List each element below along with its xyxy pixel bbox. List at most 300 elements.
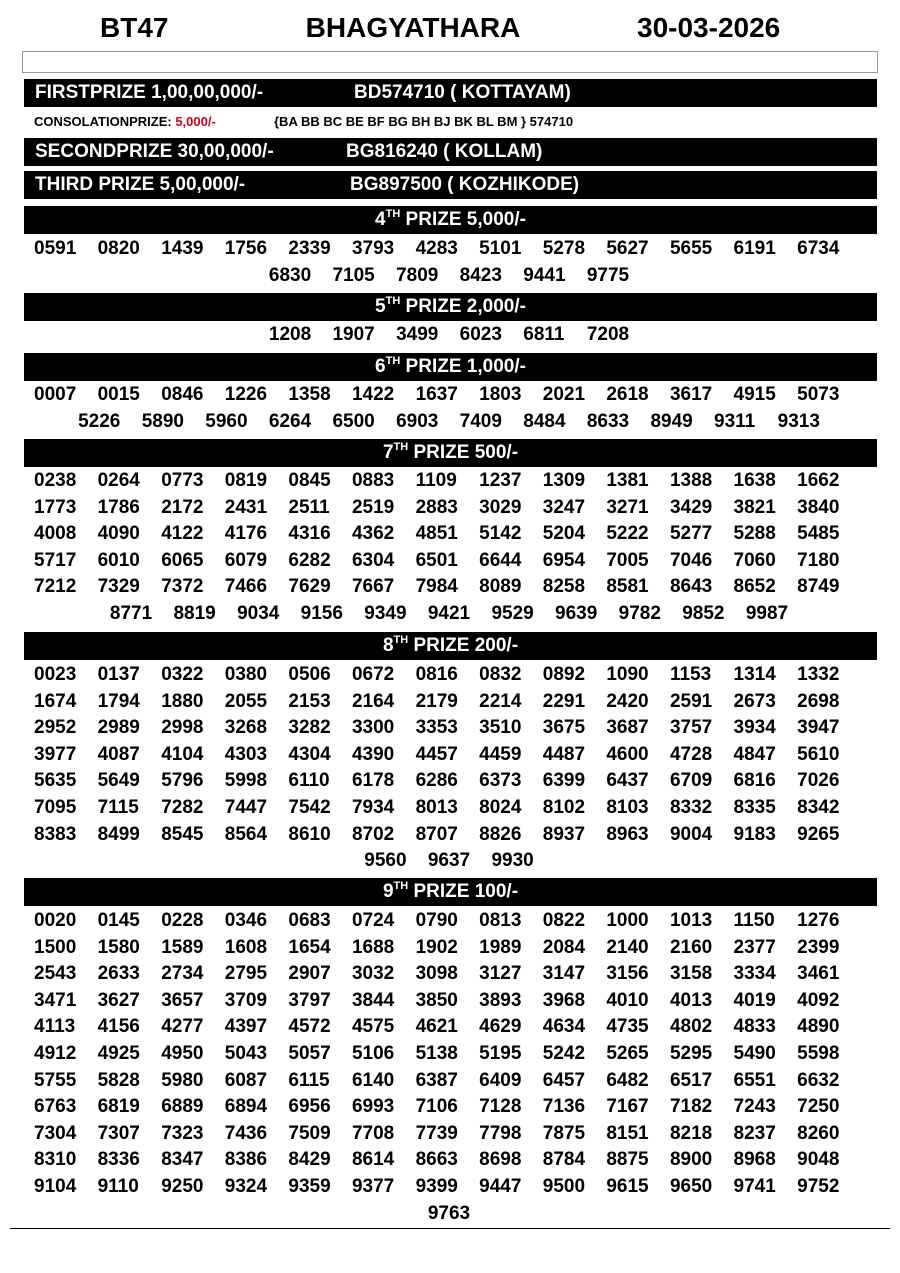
winning-number: 6954 (542, 549, 586, 571)
fifth-prize-numbers (34, 324, 864, 351)
winning-number: 3977 (34, 743, 77, 765)
winning-number: 0264 (97, 470, 140, 491)
winning-number: 7250 (797, 1096, 840, 1118)
winning-number: 9852 (682, 602, 725, 624)
winning-number: 0820 (97, 238, 140, 259)
winning-number: 7060 (733, 549, 776, 571)
winning-number: 0845 (288, 470, 331, 491)
winning-number: 8335 (733, 796, 776, 818)
winning-number: 3850 (415, 989, 458, 1011)
winning-number: 3934 (733, 717, 776, 739)
winning-number: 9637 (427, 850, 471, 872)
winning-number: 9560 (364, 850, 407, 872)
winning-number: 8784 (542, 1149, 586, 1171)
winning-number: 3127 (479, 963, 522, 985)
number-row (34, 1123, 864, 1150)
winning-number: 3268 (224, 717, 268, 739)
winning-number: 5960 (205, 410, 248, 432)
winning-number: 5073 (797, 384, 840, 405)
second-prize-result: BG816240 ( KOLLAM) (346, 141, 543, 162)
winning-number: 4277 (161, 1016, 204, 1038)
winning-number: 2698 (797, 690, 840, 712)
winning-number: 8749 (797, 576, 840, 598)
winning-number: 7243 (733, 1096, 776, 1118)
fifth-prize-heading: 5TH PRIZE 2,000/- (375, 295, 526, 317)
winning-number: 4925 (97, 1042, 140, 1064)
winning-number: 7304 (34, 1122, 77, 1144)
winning-number: 4575 (351, 1016, 395, 1038)
winning-number: 0346 (224, 910, 268, 931)
winning-number: 1000 (606, 910, 649, 931)
winning-number: 4013 (669, 989, 713, 1011)
winning-number: 9359 (288, 1175, 331, 1197)
winning-number: 9349 (364, 602, 407, 624)
winning-number: 1309 (542, 470, 586, 491)
winning-number: 5204 (542, 523, 586, 545)
winning-number: 8702 (351, 823, 395, 845)
winning-number: 6903 (396, 410, 439, 432)
seventh-prize-heading: 7TH PRIZE 500/- (382, 441, 519, 463)
winning-number: 9324 (224, 1175, 268, 1197)
winning-number: 5043 (224, 1042, 268, 1064)
winning-number: 1794 (97, 690, 140, 712)
winning-number: 3098 (415, 963, 458, 985)
winning-number: 2633 (97, 963, 140, 985)
winning-number: 7128 (479, 1096, 522, 1118)
winning-number: 1439 (161, 238, 204, 259)
winning-number: 7212 (34, 576, 77, 598)
winning-number: 2998 (161, 717, 204, 739)
winning-number: 9782 (618, 602, 661, 624)
winning-number: 0892 (542, 664, 586, 685)
winning-number: 6437 (606, 770, 649, 792)
first-prize-result: BD574710 ( KOTTAYAM) (354, 82, 571, 103)
winning-number: 8024 (479, 796, 522, 818)
winning-number: 5222 (606, 523, 649, 545)
winning-number: 3032 (351, 963, 395, 985)
winning-number: 2084 (542, 936, 586, 958)
winning-number: 8151 (606, 1122, 649, 1144)
winning-number: 6500 (332, 410, 375, 432)
winning-number: 4915 (733, 384, 776, 405)
draw-date: 30-03-2026 (637, 12, 781, 43)
winning-number: 0591 (34, 238, 77, 259)
number-row (34, 576, 864, 603)
winning-number: 0832 (479, 664, 522, 685)
number-row (34, 603, 864, 630)
winning-number: 7798 (479, 1122, 522, 1144)
winning-number: 2179 (415, 690, 458, 712)
winning-number: 5998 (224, 770, 268, 792)
winning-number: 6286 (415, 770, 458, 792)
winning-number: 4457 (415, 743, 458, 765)
winning-number: 7984 (415, 576, 458, 598)
winning-number: 6734 (797, 238, 840, 259)
winning-number: 8347 (161, 1149, 204, 1171)
winning-number: 3429 (669, 496, 713, 518)
winning-number: 5195 (479, 1042, 522, 1064)
winning-number: 4362 (351, 523, 395, 545)
winning-number: 6811 (523, 324, 565, 345)
number-row (34, 1176, 864, 1203)
winning-number: 6894 (224, 1096, 268, 1118)
number-row (34, 265, 864, 292)
winning-number: 3300 (351, 717, 395, 739)
winning-number: 1388 (669, 470, 713, 491)
winning-number: 5101 (479, 238, 522, 259)
winning-number: 3947 (797, 717, 840, 739)
winning-number: 3282 (288, 717, 331, 739)
winning-number: 6501 (415, 549, 458, 571)
winning-number: 1381 (606, 470, 649, 491)
winning-number: 9930 (491, 850, 534, 872)
winning-number: 9615 (606, 1175, 649, 1197)
seventh-prize-bar (24, 439, 877, 467)
winning-number: 5980 (161, 1069, 204, 1091)
winning-number: 2673 (733, 690, 776, 712)
winning-number: 2420 (606, 690, 649, 712)
winning-number: 4629 (479, 1016, 522, 1038)
number-row (34, 797, 864, 824)
winning-number: 8310 (34, 1149, 77, 1171)
winning-number: 5295 (669, 1042, 713, 1064)
winning-number: 7509 (288, 1122, 331, 1144)
number-row (34, 1070, 864, 1097)
winning-number: 1237 (479, 470, 522, 491)
winning-number: 9110 (97, 1175, 139, 1197)
winning-number: 6140 (351, 1069, 395, 1091)
winning-number: 6282 (288, 549, 331, 571)
winning-number: 7208 (586, 324, 630, 345)
winning-number: 6373 (479, 770, 522, 792)
winning-number: 8643 (669, 576, 713, 598)
number-row (34, 550, 864, 577)
winning-number: 7447 (224, 796, 268, 818)
winning-number: 8342 (797, 796, 840, 818)
winning-number: 6023 (459, 324, 502, 345)
eighth-prize-heading: 8TH PRIZE 200/- (382, 634, 519, 656)
winning-number: 4600 (606, 743, 649, 765)
winning-number: 5278 (542, 238, 586, 259)
winning-number: 5717 (34, 549, 77, 571)
sixth-prize-numbers (34, 384, 864, 437)
winning-number: 7629 (288, 576, 331, 598)
winning-number: 6763 (34, 1096, 77, 1118)
winning-number: 9048 (797, 1149, 840, 1171)
winning-number: 8614 (351, 1149, 395, 1171)
winning-number: 0145 (97, 910, 140, 931)
number-row (34, 497, 864, 524)
number-row (34, 1016, 864, 1043)
winning-number: 8336 (97, 1149, 140, 1171)
winning-number: 7667 (351, 576, 395, 598)
winning-number: 8383 (34, 823, 77, 845)
winning-number: 7934 (351, 796, 395, 818)
winning-number: 5655 (669, 238, 713, 259)
winning-number: 5265 (606, 1042, 649, 1064)
number-row (34, 963, 864, 990)
second-prize-label: SECONDPRIZE 30,00,000/- (35, 141, 274, 162)
winning-number: 4283 (415, 238, 458, 259)
winning-number: 1902 (415, 936, 458, 958)
winning-number: 1422 (351, 384, 395, 405)
winning-number: 0672 (351, 664, 395, 685)
third-prize-label: THIRD PRIZE 5,00,000/- (35, 174, 246, 195)
winning-number: 2291 (542, 690, 586, 712)
winning-number: 1786 (97, 496, 140, 518)
number-row (34, 470, 864, 497)
winning-number: 3893 (479, 989, 522, 1011)
winning-number: 0773 (161, 470, 204, 491)
winning-number: 9741 (733, 1175, 776, 1197)
winning-number: 0683 (288, 910, 331, 931)
winning-number: 9987 (745, 602, 789, 624)
winning-number: 7466 (224, 576, 268, 598)
winning-number: 9752 (797, 1175, 840, 1197)
winning-number: 1332 (797, 664, 840, 685)
winning-number: 6816 (733, 770, 776, 792)
winning-number: 4104 (161, 743, 204, 765)
consolation-label: CONSOLATIONPRIZE: (34, 114, 172, 129)
winning-number: 7372 (161, 576, 204, 598)
sixth-prize-heading: 6TH PRIZE 1,000/- (375, 355, 526, 377)
winning-number: 6517 (669, 1069, 713, 1091)
winning-number: 7095 (34, 796, 77, 818)
fourth-prize-heading: 4TH PRIZE 5,000/- (375, 208, 526, 230)
winning-number: 5057 (288, 1042, 331, 1064)
winning-number: 7105 (332, 264, 375, 286)
winning-number: 9311 (714, 410, 756, 432)
bottom-rule (10, 1228, 890, 1229)
winning-number: 4634 (542, 1016, 586, 1038)
winning-number: 3797 (288, 989, 331, 1011)
number-row (34, 744, 864, 771)
winning-number: 4912 (34, 1042, 77, 1064)
winning-number: 3247 (542, 496, 586, 518)
winning-number: 0846 (161, 384, 204, 405)
winning-number: 6191 (733, 238, 776, 259)
winning-number: 0322 (161, 664, 204, 685)
winning-number: 8968 (733, 1149, 776, 1171)
winning-number: 4851 (415, 523, 458, 545)
winning-number: 7436 (224, 1122, 268, 1144)
winning-number: 1150 (733, 910, 775, 931)
winning-number: 4890 (797, 1016, 840, 1038)
number-row (34, 523, 864, 550)
winning-number: 5598 (797, 1042, 840, 1064)
winning-number: 2055 (224, 690, 268, 712)
winning-number: 4010 (606, 989, 649, 1011)
winning-number: 9441 (523, 264, 566, 286)
winning-number: 4802 (669, 1016, 713, 1038)
winning-number: 6304 (351, 549, 395, 571)
sixth-prize-bar (24, 353, 877, 381)
fifth-prize-bar (24, 293, 877, 321)
winning-number: 8937 (542, 823, 586, 845)
winning-number: 1773 (34, 496, 77, 518)
winning-number: 6264 (268, 410, 312, 432)
eighth-prize-numbers (34, 664, 864, 877)
winning-number: 6110 (288, 770, 330, 792)
winning-number: 7182 (669, 1096, 713, 1118)
number-row (34, 238, 864, 265)
winning-number: 6409 (479, 1069, 522, 1091)
number-row (34, 1096, 864, 1123)
winning-number: 7026 (797, 770, 840, 792)
winning-number: 8103 (606, 796, 649, 818)
number-row (34, 324, 864, 351)
winning-number: 9775 (586, 264, 630, 286)
winning-number: 8429 (288, 1149, 331, 1171)
winning-number: 3471 (34, 989, 77, 1011)
number-row (34, 1149, 864, 1176)
winning-number: 8707 (415, 823, 458, 845)
winning-number: 1109 (415, 470, 457, 491)
winning-number: 2164 (351, 690, 395, 712)
winning-number: 3461 (797, 963, 840, 985)
winning-number: 3821 (733, 496, 776, 518)
winning-number: 6087 (224, 1069, 268, 1091)
winning-number: 3675 (542, 717, 586, 739)
winning-number: 8663 (415, 1149, 458, 1171)
winning-number: 0819 (224, 470, 268, 491)
winning-number: 6065 (161, 549, 204, 571)
winning-number: 6551 (733, 1069, 776, 1091)
winning-number: 2591 (669, 690, 713, 712)
winning-number: 4090 (97, 523, 140, 545)
winning-number: 8258 (542, 576, 586, 598)
winning-number: 9004 (669, 823, 713, 845)
winning-number: 6079 (224, 549, 268, 571)
winning-number: 8102 (542, 796, 586, 818)
winning-number: 2734 (161, 963, 204, 985)
winning-number: 8423 (459, 264, 502, 286)
winning-number: 7329 (97, 576, 140, 598)
winning-number: 9639 (555, 602, 598, 624)
winning-number: 4397 (224, 1016, 268, 1038)
winning-number: 5796 (161, 770, 204, 792)
winning-number: 6830 (268, 264, 312, 286)
winning-number: 2021 (542, 384, 586, 405)
winning-number: 6010 (97, 549, 140, 571)
winning-number: 8819 (173, 602, 216, 624)
winning-number: 3968 (542, 989, 586, 1011)
winning-number: 3499 (396, 324, 439, 345)
winning-number: 1907 (332, 324, 375, 345)
winning-number: 8545 (161, 823, 204, 845)
third-prize-bar (24, 171, 877, 199)
winning-number: 7542 (288, 796, 331, 818)
winning-number: 4092 (797, 989, 840, 1011)
winning-number: 1989 (479, 936, 522, 958)
winning-number: 9447 (479, 1175, 522, 1197)
winning-number: 3709 (224, 989, 268, 1011)
winning-number: 2907 (288, 963, 331, 985)
winning-number: 5142 (479, 523, 522, 545)
winning-number: 6644 (479, 549, 522, 571)
winning-number: 4833 (733, 1016, 776, 1038)
winning-number: 8875 (606, 1149, 649, 1171)
winning-number: 9399 (415, 1175, 458, 1197)
winning-number: 7106 (415, 1096, 458, 1118)
winning-number: 3617 (669, 384, 713, 405)
winning-number: 2214 (479, 690, 522, 712)
winning-number: 8963 (606, 823, 649, 845)
winning-number: 7739 (415, 1122, 458, 1144)
winning-number: 0023 (34, 664, 77, 685)
winning-number: 0724 (351, 910, 395, 931)
winning-number: 4113 (34, 1016, 76, 1038)
winning-number: 5490 (733, 1042, 776, 1064)
winning-number: 8260 (797, 1122, 840, 1144)
winning-number: 7115 (97, 796, 139, 818)
winning-number: 9763 (427, 1202, 471, 1224)
number-row (34, 1203, 864, 1230)
winning-number: 2795 (224, 963, 268, 985)
winning-number: 0822 (542, 910, 586, 931)
winning-number: 1208 (268, 324, 312, 345)
number-row (34, 691, 864, 718)
winning-number: 2377 (733, 936, 776, 958)
winning-number: 5649 (97, 770, 140, 792)
winning-number: 3510 (479, 717, 522, 739)
winning-number: 3029 (479, 496, 522, 518)
winning-number: 8949 (650, 410, 693, 432)
winning-number: 1589 (161, 936, 204, 958)
winning-number: 8610 (288, 823, 331, 845)
winning-number: 9034 (237, 602, 280, 624)
winning-number: 1608 (224, 936, 268, 958)
winning-number: 8564 (224, 823, 268, 845)
ninth-prize-heading: 9TH PRIZE 100/- (382, 880, 519, 902)
winning-number: 9313 (777, 410, 820, 432)
winning-number: 9500 (542, 1175, 586, 1197)
winning-number: 6632 (797, 1069, 840, 1091)
number-row (34, 717, 864, 744)
consolation-amount: 5,000/- (175, 114, 216, 129)
winning-number: 9265 (797, 823, 840, 845)
fourth-prize-bar (24, 206, 877, 234)
winning-number: 2172 (161, 496, 204, 518)
winning-number: 3793 (351, 238, 395, 259)
third-prize-result: BG897500 ( KOZHIKODE) (350, 174, 580, 195)
winning-number: 2989 (97, 717, 140, 739)
winning-number: 8633 (586, 410, 630, 432)
winning-number: 7307 (97, 1122, 140, 1144)
winning-number: 9156 (300, 602, 343, 624)
winning-number: 2618 (606, 384, 649, 405)
winning-number: 5627 (606, 238, 649, 259)
winning-number: 3271 (606, 496, 649, 518)
winning-number: 9421 (427, 602, 471, 624)
winning-number: 4316 (288, 523, 331, 545)
winning-number: 4572 (288, 1016, 331, 1038)
winning-number: 6889 (161, 1096, 204, 1118)
winning-number: 0007 (34, 384, 77, 405)
winning-number: 3334 (733, 963, 776, 985)
winning-number: 4735 (606, 1016, 649, 1038)
winning-number: 0380 (224, 664, 268, 685)
number-row (34, 770, 864, 797)
winning-number: 6819 (97, 1096, 140, 1118)
winning-number: 3627 (97, 989, 140, 1011)
winning-number: 7136 (542, 1096, 586, 1118)
winning-number: 3757 (669, 717, 713, 739)
winning-number: 1654 (288, 936, 331, 958)
winning-number: 8652 (733, 576, 776, 598)
winning-number: 8218 (669, 1122, 713, 1144)
winning-number: 8386 (224, 1149, 268, 1171)
